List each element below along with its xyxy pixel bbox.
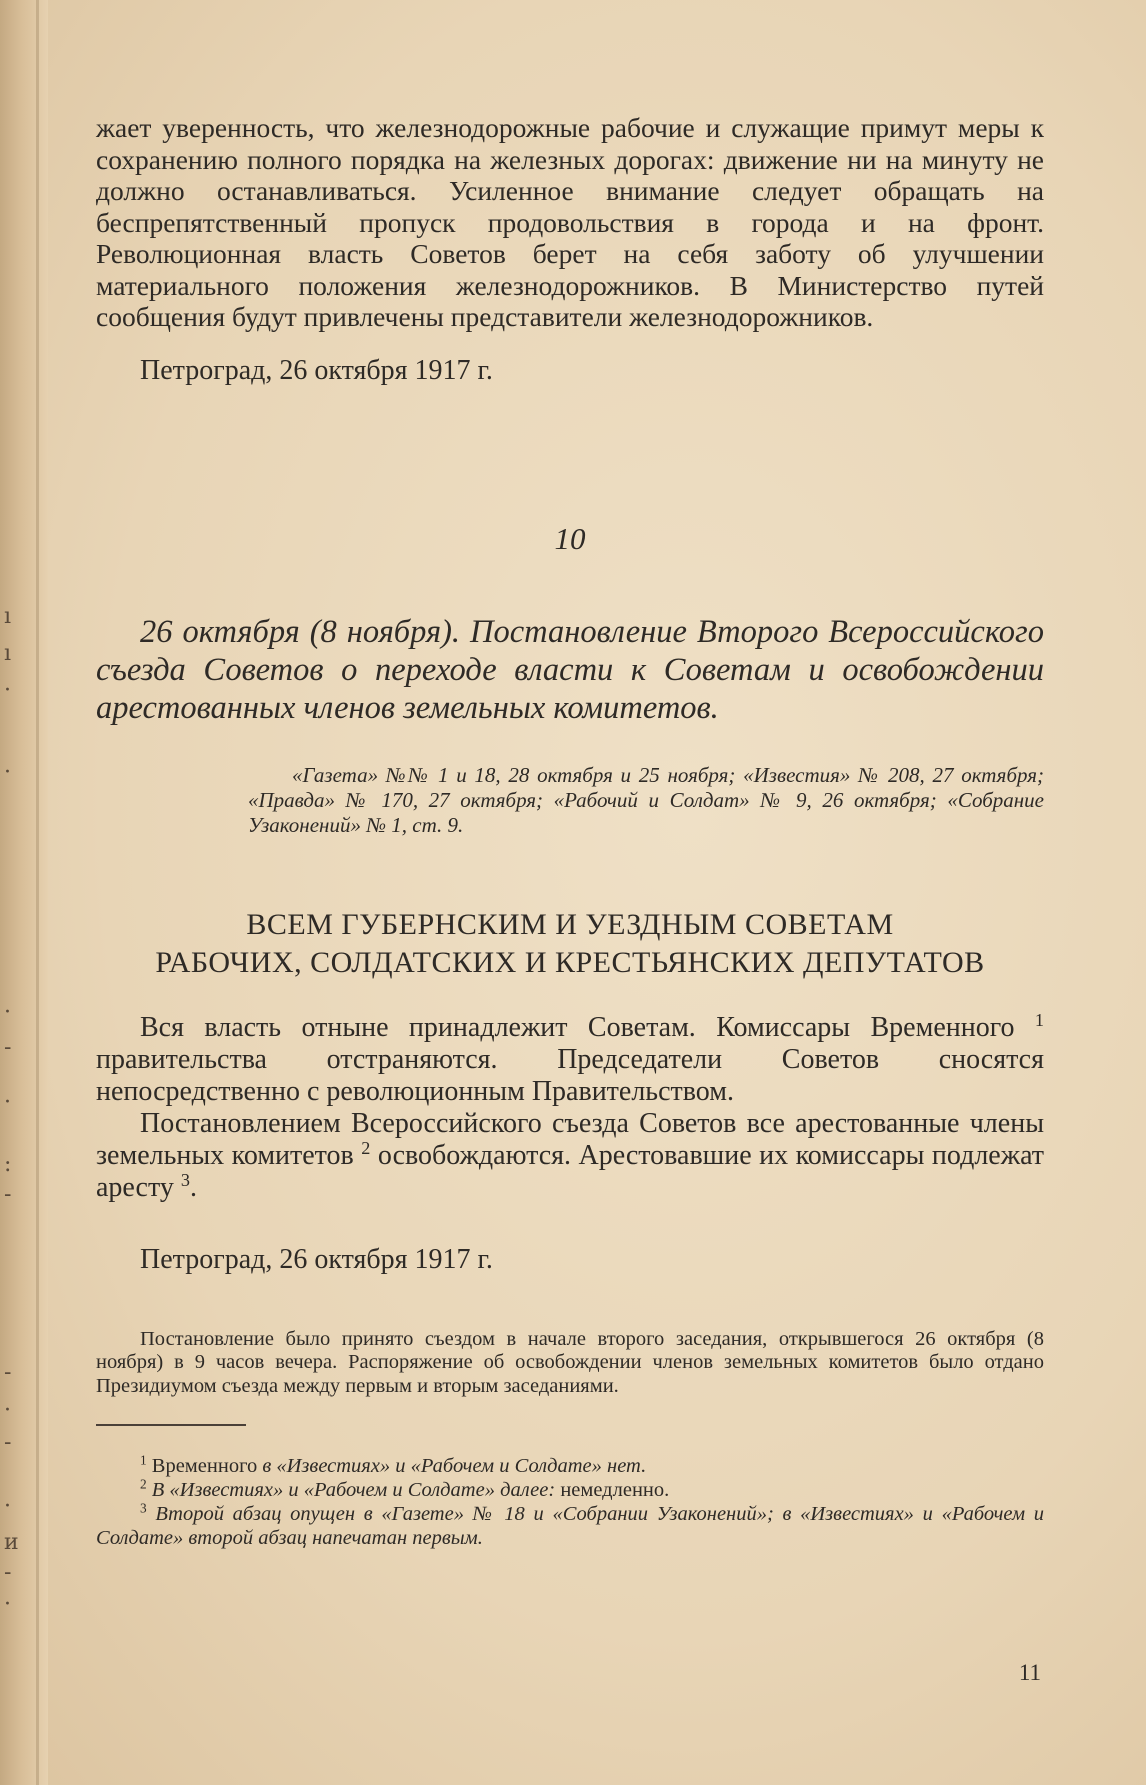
gutter-edge (36, 0, 39, 1785)
footnote-divider (96, 1424, 246, 1426)
footnote-text: немедленно. (555, 1478, 670, 1501)
body-paragraph (96, 1009, 1045, 1108)
footnote (96, 1478, 1044, 1502)
place-date: Петроград, 26 октября 1917 г. (140, 1243, 493, 1275)
body-text: . (189, 1171, 197, 1203)
margin-mark: · (4, 760, 11, 785)
footnote (96, 1454, 1044, 1478)
body-text: правительства отстраняются. Председатели Советов сносятся непосредственно с революционным Правительством. (96, 1043, 1044, 1107)
margin-mark: · (4, 1398, 11, 1423)
margin-mark: · (4, 1592, 11, 1617)
body-text: освобождаются. Арестовавшие их комиссары подлежат аресту (96, 1139, 1045, 1203)
margin-mark: · (4, 1494, 11, 1519)
heading-line: ВСЕМ ГУБЕРНСКИМ И УЕЗДНЫМ СОВЕТАМ (246, 907, 894, 941)
body-paragraph (96, 1108, 1044, 1204)
margin-mark: · (4, 678, 11, 703)
margin-mark: - (4, 1182, 12, 1207)
page-content (96, 112, 1044, 1550)
body-text: Вся власть отныне принадлежит Советам. Комиссары Временного (140, 1011, 1015, 1043)
margin-mark: : (4, 1152, 12, 1177)
section-heading (96, 906, 1044, 982)
footnote-text: в «Известиях» и «Рабочем и Солдате» нет. (257, 1454, 647, 1477)
margin-mark: ı (4, 604, 12, 629)
body-text: Постановлением Всероссийского съезда Советов все арестованные члены земельных комитетов (96, 1107, 1044, 1171)
margin-mark: ı (4, 641, 12, 666)
footnote-text: Временного (151, 1454, 258, 1477)
footnote-text: В «Известиях» и «Рабочем и Солдате» далее: (151, 1478, 556, 1501)
place-date: Петроград, 26 октября 1917 г. (140, 354, 493, 386)
heading-line: РАБОЧИХ, СОЛДАТСКИХ И КРЕСТЬЯНСКИХ ДЕПУТАТОВ (155, 945, 985, 979)
margin-mark: - (4, 1035, 12, 1060)
document-number: 10 (554, 520, 586, 556)
source-references: «Газета» №№ 1 и 18, 28 октября и 25 ноября; «Известия» № 208, 27 октября; «Правда» № 170, 27 октября; «Рабочий и Солдат» № 9, 26 октября; «Собрание Узаконений» № 1, ст. 9. (248, 762, 1044, 837)
margin-mark: · (4, 1090, 11, 1115)
editorial-note: Постановление было принято съездом в начале второго заседания, открывшегося 26 октября (8 ноября) в 9 часов вечера. Распоряжение об освобождении членов земельных комитетов было отдано Президиумом съезда между первым и вторым заседаниями. (96, 1327, 1044, 1397)
footnote (96, 1502, 1044, 1550)
footnote-ref[interactable]: 3 (180, 1169, 190, 1190)
footnotes (96, 1454, 1044, 1550)
document-title: 26 октября (8 ноября). Постановление Второго Всероссийского съезда Советов о переходе власти к Советам и освобождении арестованных членов земельных комитетов. (96, 613, 1044, 726)
decree-body (96, 1009, 1045, 1204)
footnote-marker: 3 (140, 1500, 147, 1516)
margin-mark: - (4, 1560, 12, 1585)
footnote-marker: 2 (140, 1476, 147, 1492)
footnote-ref[interactable]: 1 (1034, 1009, 1045, 1030)
margin-mark: - (4, 1360, 12, 1385)
continuation-paragraph: жает уверенность, что железнодорожные рабочие и служащие примут меры к сохранению полного порядка на железных дорогах: движение ни на минуту не должно останавливаться. Усиленное внимание следует обращать на беспрепятственный пропуск продовольствия в города и на фронт. Революционная власть Советов берет на себя заботу об улучшении материального положения железнодорожников. В Министерство путей сообщения будут привлечены представители железнодорожников. (96, 112, 1044, 332)
footnote-text: Второй абзац опущен в «Газете» № 18 и «Собрании Узаконений»; в «Известиях» и «Рабочем и Солдате» второй абзац напечатан первым. (96, 1502, 1045, 1549)
margin-mark: - (4, 1430, 12, 1455)
footnote-marker: 1 (140, 1452, 147, 1468)
page-number: 11 (1018, 1660, 1041, 1685)
margin-mark: · (4, 1000, 11, 1025)
footnote-ref[interactable]: 2 (361, 1137, 371, 1158)
margin-mark: и (4, 1530, 19, 1555)
